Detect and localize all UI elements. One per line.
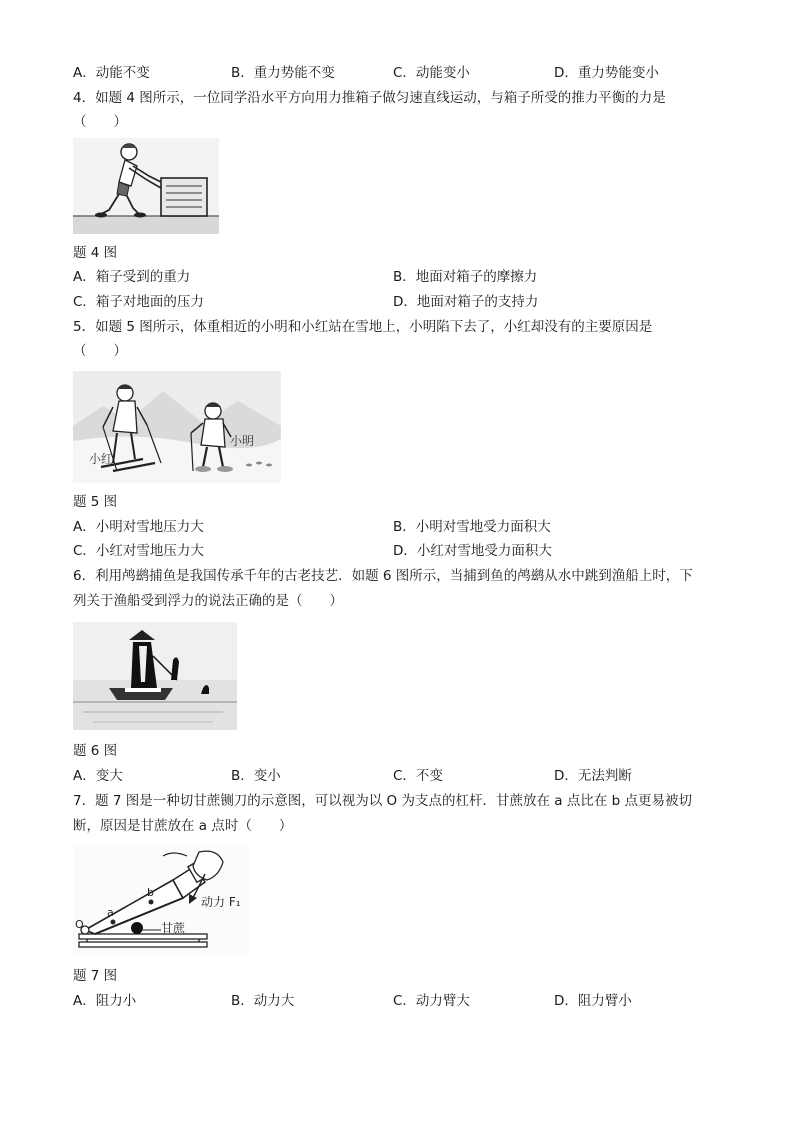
q7-label-cane: 甘蔗: [161, 921, 186, 935]
q7-option-b: B．动力大: [231, 993, 295, 1009]
q4-options-row2: [73, 293, 733, 311]
q5-figure-drawing: [73, 371, 281, 483]
q7-label-b: b: [147, 886, 154, 899]
q6-option-d: D．无法判断: [554, 768, 632, 784]
q3-option-a: A．动能不变: [73, 65, 150, 81]
q7-options: [73, 992, 733, 1010]
q6-option-c: C．不变: [393, 768, 443, 784]
q6-figure-drawing: [73, 622, 237, 730]
q4-option-d: D．地面对箱子的支持力: [393, 294, 539, 310]
q5-label-xiaohong: 小红: [89, 452, 114, 466]
q3-option-c: C．动能变小: [393, 65, 470, 81]
q7-option-a: A．阻力小: [73, 993, 137, 1009]
q7-caption: 题 7 图: [73, 968, 118, 984]
q5-label-xiaoming: 小明: [230, 434, 255, 448]
q7-option-c: C．动力臂大: [393, 993, 470, 1009]
q4-caption: 题 4 图: [73, 245, 118, 261]
q5-stem-line2: （ ）: [73, 343, 127, 359]
q6-figure: [73, 622, 237, 730]
q6-options: [73, 767, 733, 785]
q7-label-a: a: [107, 906, 114, 919]
q7-figure: [73, 846, 249, 954]
q4-option-c: C．箱子对地面的压力: [73, 294, 204, 310]
q6-stem-line1: 6．利用鸬鹚捕鱼是我国传承千年的古老技艺．如题 6 图所示，当捕到鱼的鸬鹚从水中跳到渔船上时，下: [73, 568, 693, 584]
q6-caption: 题 6 图: [73, 743, 118, 759]
q6-option-a: A．变大: [73, 768, 123, 784]
q5-option-b: B．小明对雪地受力面积大: [393, 519, 551, 535]
q4-options-row1: [73, 268, 733, 286]
q5-caption: 题 5 图: [73, 494, 118, 510]
q5-option-c: C．小红对雪地压力大: [73, 543, 204, 559]
q4-option-b: B．地面对箱子的摩擦力: [393, 269, 538, 285]
q6-stem-line2: 列关于渔船受到浮力的说法正确的是（ ）: [73, 593, 343, 609]
q7-stem-line2: 断，原因是甘蔗放在 a 点时（ ）: [73, 818, 293, 834]
q4-option-a: A．箱子受到的重力: [73, 269, 191, 285]
q4-stem-line1: 4．如题 4 图所示，一位同学沿水平方向用力推箱子做匀速直线运动，与箱子所受的推力平衡的力是: [73, 90, 666, 106]
q7-stem-line1: 7．题 7 图是一种切甘蔗铡刀的示意图，可以视为以 O 为支点的杠杆．甘蔗放在 a 点比在 b 点更易被切: [73, 793, 692, 809]
q5-options-row1: [73, 518, 733, 536]
q7-option-d: D．阻力臂小: [554, 993, 632, 1009]
q6-option-b: B．变小: [231, 768, 281, 784]
q4-figure: [73, 138, 219, 234]
q4-stem-line2: （ ）: [73, 114, 127, 130]
q5-figure: [73, 371, 281, 483]
q7-label-force: 动力 F₁: [201, 895, 241, 909]
q5-option-a: A．小明对雪地压力大: [73, 519, 204, 535]
q3-options: [73, 64, 733, 82]
q7-figure-drawing: [73, 846, 249, 954]
q5-option-d: D．小红对雪地受力面积大: [393, 543, 552, 559]
q5-stem-line1: 5．如题 5 图所示，体重相近的小明和小红站在雪地上，小明陷下去了，小红却没有的主要原因是: [73, 319, 653, 335]
q3-option-d: D．重力势能变小: [554, 65, 659, 81]
q7-label-pivot: O: [75, 918, 84, 931]
q4-figure-drawing: [73, 138, 219, 234]
q3-option-b: B．重力势能不变: [231, 65, 335, 81]
q5-options-row2: [73, 542, 733, 560]
